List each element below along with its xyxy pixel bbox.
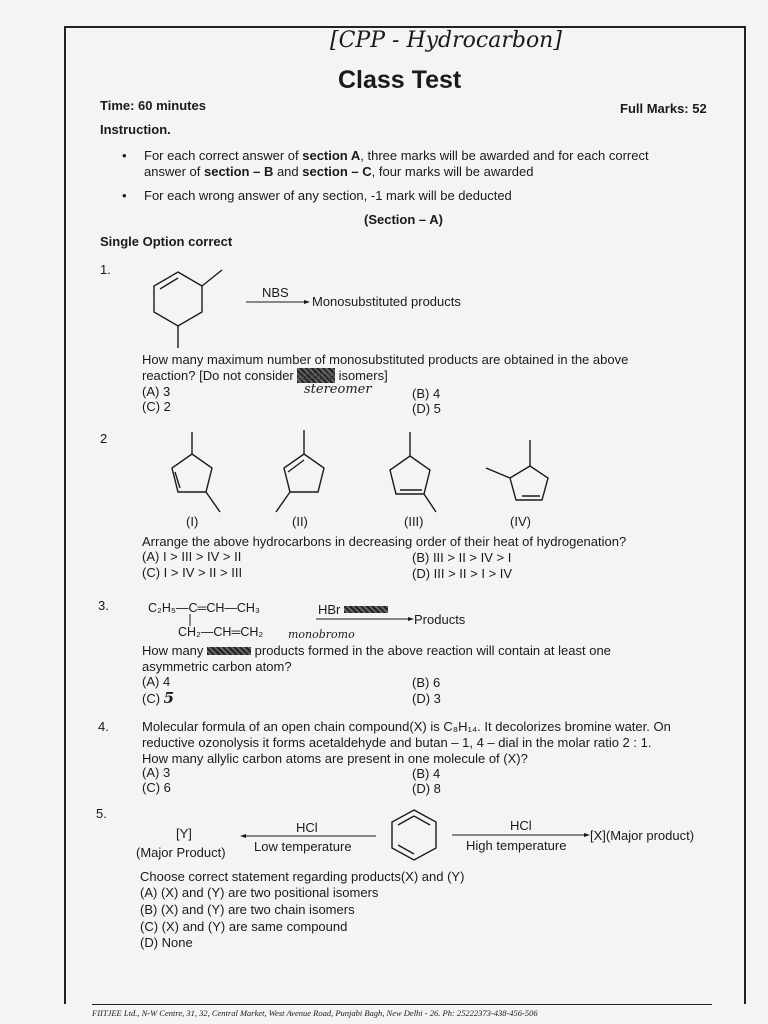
q1-reagent: NBS	[262, 285, 289, 300]
q3-option-b: (B) 6	[412, 675, 441, 690]
q4-option-a: (A) 3	[142, 765, 171, 780]
q4-option-d: (D) 8	[412, 781, 441, 796]
q1-question: How many maximum number of monosubstituted products are obtained in the above reaction? [Do not consider optical isomers]	[142, 352, 629, 383]
section-subheading: Single Option correct	[100, 234, 233, 249]
q5-right-product: [X](Major product)	[590, 828, 695, 843]
q1-structure	[140, 262, 240, 352]
q1-number: 1.	[100, 262, 111, 277]
q2-label-2: (II)	[292, 514, 308, 529]
q2-label-1: (I)	[186, 514, 199, 529]
q2-label-3: (III)	[404, 514, 424, 529]
q2-question: Arrange the above hydrocarbons in decreasing order of their heat of hydrogenation?	[142, 534, 627, 549]
q1-option-c: (C) 2	[142, 399, 171, 414]
instruction-label: Instruction.	[100, 122, 171, 137]
q3-question: How many products formed in the above reaction will contain at least one asymmetric carbon atom?	[142, 643, 611, 674]
q1-option-d: (D) 5	[412, 401, 441, 416]
q3-arrow	[316, 617, 414, 623]
q4-option-b: (B) 4	[412, 766, 441, 781]
q2-number: 2	[100, 431, 108, 446]
q2-structures	[160, 430, 560, 520]
page-footer: FIITJEE Ltd., N-W Centre, 31, 32, Central Market, West Avenue Road, Punjabi Bagh, New Delhi - 26. Ph: 25222373-438-456-506	[92, 1004, 712, 1018]
q5-right-condition: High temperature	[466, 838, 567, 853]
q3-handnote: monobromo	[288, 628, 355, 641]
q5-left-condition: Low temperature	[254, 839, 352, 854]
q1-product: Monosubstituted products	[312, 294, 461, 309]
instruction-bullet-1: • For each correct answer of section A, three marks will be awarded and for each correct answer of section – B and section – C, four marks will be awarded	[144, 148, 724, 180]
instruction-bullet-2: • For each wrong answer of any section, -1 mark will be deducted	[144, 188, 512, 204]
q2-option-b: (B) III > II > IV > I	[412, 550, 512, 565]
q5-left-label: (Major Product)	[136, 845, 226, 860]
q5-number: 5.	[96, 806, 107, 821]
q3-formula-top: C₂H₅—C═CH—CH₃	[148, 601, 261, 615]
q5-left-reagent: HCl	[296, 820, 318, 835]
time-label: Time: 60 minutes	[100, 98, 206, 113]
q2-option-d: (D) III > II > I > IV	[412, 566, 513, 581]
q4-question: Molecular formula of an open chain compound(X) is C₈H₁₄. It decolorizes bromine water. On reductive ozonolysis it forms acetaldehyde and butan – 1, 4 – dial in the molar ratio 2 : 1. How many allylic carbon atoms are present in one molecule of (X)?	[142, 719, 671, 766]
q3-option-a: (A) 4	[142, 674, 171, 689]
q5-cyclohexadiene	[386, 806, 442, 866]
q5-option-c: (C) (X) and (Y) are same compound	[140, 919, 348, 934]
q1-arrow	[246, 300, 310, 306]
q1-option-a: (A) 3	[142, 384, 171, 399]
q5-option-a: (A) (X) and (Y) are two positional isomers	[140, 885, 379, 900]
q3-option-d: (D) 3	[412, 691, 441, 706]
section-heading: (Section – A)	[364, 212, 443, 227]
q1-handnote: stereomer	[304, 382, 372, 397]
full-marks-label: Full Marks: 52	[620, 101, 707, 116]
q3-option-c: (C) 5	[142, 689, 175, 707]
q5-question: Choose correct statement regarding products(X) and (Y)	[140, 869, 465, 884]
q3-formula-bottom: CH₂—CH═CH₂	[178, 625, 264, 639]
q5-option-b: (B) (X) and (Y) are two chain isomers	[140, 902, 355, 917]
q3-scribble	[344, 606, 388, 613]
q5-left-product: [Y]	[176, 826, 192, 841]
q2-option-a: (A) I > III > IV > II	[142, 549, 242, 564]
page-title: Class Test	[338, 66, 462, 94]
q5-option-d: (D) None	[140, 935, 193, 950]
q5-right-reagent: HCl	[510, 818, 532, 833]
q4-number: 4.	[98, 719, 109, 734]
q4-option-c: (C) 6	[142, 780, 171, 795]
q1-option-b: (B) 4	[412, 386, 441, 401]
q3-product: Products	[414, 612, 466, 627]
q2-option-c: (C) I > IV > II > III	[142, 565, 243, 580]
q3-reagent: HBr	[318, 602, 341, 617]
q2-label-4: (IV)	[510, 514, 531, 529]
handwritten-title: [CPP - Hydrocarbon]	[330, 28, 562, 53]
q3-number: 3.	[98, 598, 109, 613]
